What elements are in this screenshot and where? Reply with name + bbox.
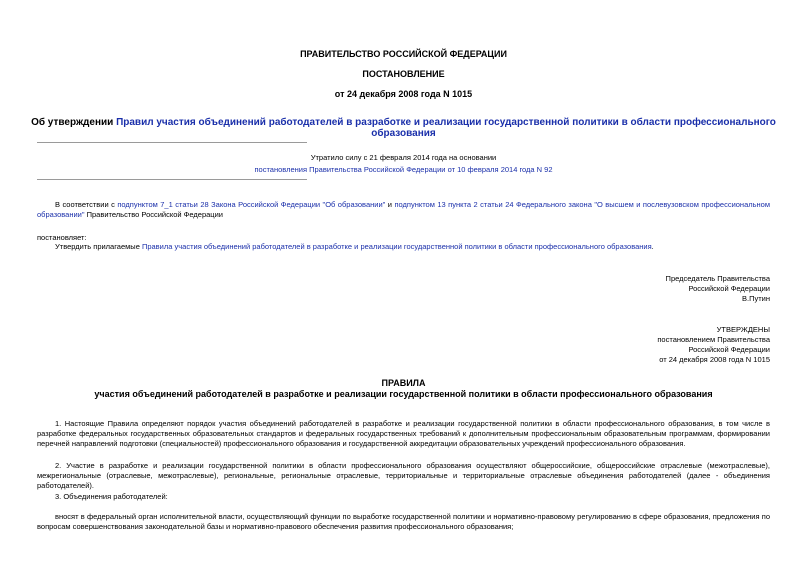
rules-paragraph-2: 2. Участие в разработке и реализации государственной политики в области профессионального образования осуществляют общероссийские, общероссийские отраслевые (межотраслевые), межрегиональные (отраслевые, межотраслевые), региональные, региональные отраслевые, территориальные и территориальные отраслевые объединения работодателей (далее - объединения работодателей). <box>37 461 770 490</box>
approve-paragraph <box>55 242 775 252</box>
signature-position: Председатель Правительства <box>665 274 770 283</box>
preamble-text: В соответствии с <box>55 200 118 209</box>
preamble <box>37 200 770 220</box>
rules-paragraph-4: вносят в федеральный орган исполнительной власти, осуществляющий функции по выработке государственной политики и нормативно-правовому регулированию в сфере образования, предложения по вопросам совершенствования законодательной базы и нормативно-правового обеспечения развития профессионального образования; <box>37 512 770 531</box>
signature-country: Российской Федерации <box>688 284 770 293</box>
approve-link[interactable]: Правила участия объединений работодателей в разработке и реализации государственной политики в области профессионального образования <box>141 242 652 251</box>
title-link[interactable]: Правил участия объединений работодателей в разработке и реализации государственной политики в области профессионального образования <box>116 117 776 139</box>
signature-block <box>666 274 770 304</box>
title-prefix: Об утверждении <box>31 117 117 128</box>
approved-country: Российской Федерации <box>688 345 770 354</box>
signature-name: В.Путин <box>742 294 770 303</box>
rules-paragraph-3: 3. Объединения работодателей: <box>55 492 168 501</box>
approve-text: . <box>651 242 654 251</box>
approved-block <box>657 325 770 365</box>
rules-paragraph-1: 1. Настоящие Правила определяют порядок участия объединений работодателей в разработке и реализации государственной политики в области профессионального образования, в том числе в разработке федеральных государственных образовательных стандартов и федеральных государственных требований к дополнительным профессиональным образовательным программам, формировании перечней направлений подготовки (специальностей) профессионального образования и государственной аккредитации образовательных учреждений профессионального образования. <box>37 419 770 448</box>
government-name: ПРАВИТЕЛЬСТВО РОССИЙСКОЙ ФЕДЕРАЦИИ <box>300 49 507 59</box>
divider-bottom <box>37 179 307 180</box>
document-title <box>0 117 807 139</box>
document-type: ПОСТАНОВЛЕНИЕ <box>362 69 445 79</box>
rules-heading: ПРАВИЛА <box>381 378 426 388</box>
status-line: Утратило силу с 21 февраля 2014 года на основании <box>310 153 497 162</box>
approved-label: УТВЕРЖДЕНЫ <box>716 325 770 334</box>
approved-date: от 24 декабря 2008 года N 1015 <box>659 355 770 364</box>
divider-top <box>37 142 307 143</box>
preamble-text: и <box>385 200 395 209</box>
approve-text: Утвердить прилагаемые <box>55 242 142 251</box>
preamble-link-1[interactable]: подпунктом 7_1 статьи 28 Закона Российской Федерации "Об образовании" <box>117 200 386 209</box>
approved-by: постановлением Правительства <box>657 335 770 344</box>
status-link[interactable]: постановления Правительства Российской Федерации от 10 февраля 2014 года N 92 <box>254 165 553 174</box>
rules-subheading: участия объединений работодателей в разработке и реализации государственной политики в области профессионального образования <box>94 389 713 399</box>
document-date: от 24 декабря 2008 года N 1015 <box>334 89 473 99</box>
resolves-text: постановляет: <box>37 233 87 242</box>
preamble-link-2[interactable]: подпунктом 13 пункта 2 статьи 24 Федерального закона "О высшем и послевузовском профессиональном образовании" <box>37 200 770 219</box>
preamble-text: Правительство Российской Федерации <box>84 210 223 219</box>
